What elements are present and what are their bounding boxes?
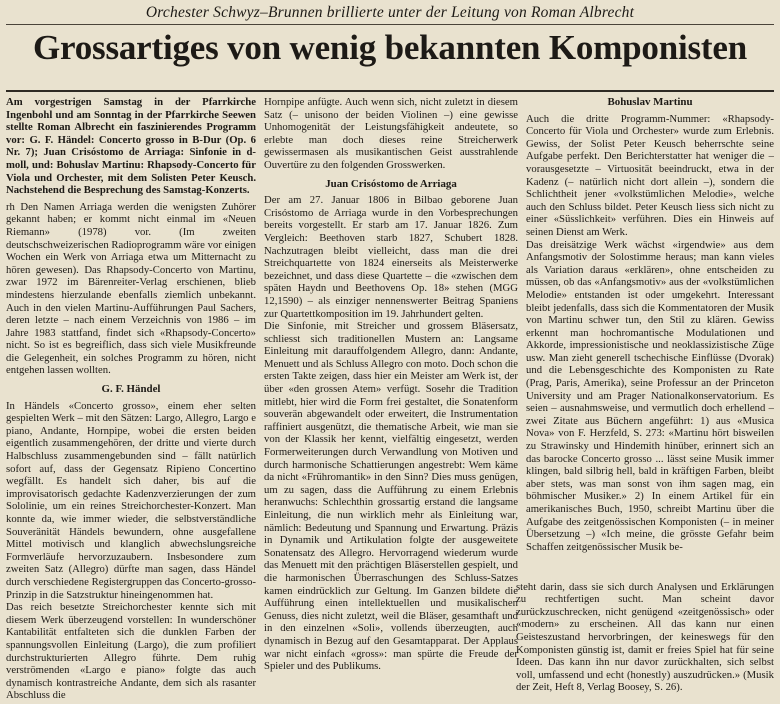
paragraph: rh Den Namen Arriaga werden die wenigsten Zuhörer gekannt haben; er kommt nicht einmal im «Neuen Riemann» (1978) vor. (Im zweiten deutschschweizerischen Radioprogramm wäre vor einigen Wochen ein Werk von Arriaga etwa um Mitternacht zu hören gewesen). Das Rhapsody-Concerto von Martinu, zwar 1972 im Bärenreiter-Verlag erschienen, blieb mindestens hierzulande ebenfalls ziemlich unbekannt. Auch in den vielen Martinu-Aufführungen Paul Sachers, deren letzte – nach einem Verzeichnis von 1986 – im Jahre 1983 stattfand, findet sich «Rhapsody-Concerto» nicht. So ist es begreiflich, dass sich viele Musikfreunde die Gelegenheit, ein solches Programm zu hören, nicht entgehen lassen wollten. <box>6 200 256 377</box>
divider-headline <box>6 90 774 92</box>
column-3 <box>526 96 774 566</box>
paragraph: Hornpipe anfügte. Auch wenn sich, nicht zuletzt in diesem Satz (– unisono der beiden Violinen –) eine gewisse Unhomogenität der Leistungsfähigkeit andeutete, so erlebte man doch dieses reine Streicherwerk gewissermasen als musikantischen Geist ausstrahlende Ouvertüre zu den folgenden Grosswerken. <box>264 96 518 171</box>
column-3-continuation <box>516 570 774 702</box>
paragraph: Auch die dritte Programm-Nummer: «Rhapsody-Concerto für Viola und Orchester» wurde zum Erlebnis. Gewiss, der Solist Peter Keusch beherrschte seine Aufgabe perfekt. Den Berichterstatter hat weniger die – vorausgesetzte – Virtuosität beeindruckt, etwa in der Kadenz (– natürlich nicht dort allein –), sondern die Schlichtheit jener «volkstümlichen Melodie», welche auch den Schluss bildet. Peter Keusch liess sich nicht zu einer «Süsslichkeit» verführen. Dies ein Hinweis auf seinen Dienst am Werk. <box>526 112 774 238</box>
paragraph: Das reich besetzte Streichorchester kennte sich mit diesem Werk überzeugend vorstellen: In wunderschöner Kantabilität entfalteten sich die dunklen Farben der spannungsvollen Einleitung (Largo), die zum profiliert durchstrukturierten Allegro führte. Dem ruhig verströmenden «Largo e piano» folgte das auch dynamisch kontrastreiche Andante, dem sich als rasanter Abschluss die <box>6 601 256 702</box>
column-1 <box>6 96 256 702</box>
article-lead: Am vorgestrigen Samstag in der Pfarrkirche Ingenbohl und am Sonntag in der Pfarrkirche Seewen stellte Roman Albrecht ein faszinierendes Programm vor: G. F. Händel: Concerto grosso in B-Dur (Op. 6 Nr. 7); Juan Crisóstomo de Arriaga: Sinfonie in d-moll, und: Bohuslav Martinu: Rhapsody-Concerto für Viola und Orchester, mit dem Solisten Peter Keusch. Nachstehend die Besprechung des Samstag-Konzerts. <box>6 96 256 197</box>
paragraph: In Händels «Concerto grosso», einem eher selten gespielten Werk – mit den Sätzen: Largo, Allegro, Largo e piano, Andante, Hornpipe, wobei die ersten beiden eigentlich zusammengehören, der dritte und vierte durch Halbschluss zusammengebunden sind – fällt natürlich sofort auf, dass der Gegensatz Ripieno Concertino wegfällt. Es handelt sich daher, bis auf die improvisatorisch gedachte Kadenzverzierungen der zum Sololinie, um ein reines Streichorchester-Konzert. Man konnte da, wie immer wieder, die selbstverständliche Souveränität Händels bewundern, ohne ausgefallene Mittel motivisch und klanglich abwechslungsreiche Formverläufe hervorzuzaubern. Insbesondere zum zweiten Satz (Allegro) dürfte man sagen, dass Händel durch verschiedene Registergruppen das Concerto-grosso-Prinzip in die Satzstruktur hineingenommen hat. <box>6 399 256 601</box>
kicker-line: Orchester Schwyz–Brunnen brillierte unter der Leitung von Roman Albrecht <box>145 4 635 21</box>
column-2 <box>264 96 518 702</box>
paragraph: Der am 27. Januar 1806 in Bilbao geborene Juan Crisóstomo de Arriaga wurde in den Vorbesprechungen bereits vorgestellt. Er starb am 17. Januar 1826. Zum Vergleich: Beethoven starb 1827, Schubert 1828. Nachzutragen bleibt vielleicht, dass man die drei Streichquartette von 1824 einerseits als Meisterwerke bezeichnet, und dass diese Quartette – die «zwischen dem späten Haydn und Beethovens Op. 18» stehen (MGG 12,1590) – als einziger nennenswerter Beitrag Spaniens zur Quartettkomposition im 19. Jahrhundert gelten. <box>264 194 518 320</box>
paragraph: Das dreisätzige Werk wächst «irgendwie» aus dem Anfangsmotiv der Solostimme heraus; man kann vieles als Variation daraus «erklären», ohne entscheiden zu müssen, ob das «Anfangsmotiv» aus der «volkstümlichen Melodie» entstanden ist oder umgekehrt. Interessant bleibt jedenfalls, dass sich die Kommentatoren der Musik von Martinu schwer tun, den Stil zu klären. Gewiss erkennt man hochromantische Modulationen und Akkorde, impressionistische und neoklassizistische Züge usw. Man zieht generell tschechische Einflüsse (Dvorak) und die Lebensgeschichte des Komponisten zu Rate (Prag, Paris, Amerika), seine Professur an der Princeton University und am Prager Nationalkonservatorium. Es seien – ausnahmsweise, und vermutlich doch erhellend – zwei Zitate aus Büchern angeführt: 1) aus «Musica Nova» von F. Herzfeld, S. 273: «Martinu hört bisweilen zu Strawinsky und Hindemith hinüber, erinnert sich an das barocke Concerto grosso ... lässt seine Musik immer klingen, bald silbrig hell, bald in kräftigen Farben, bleibt aber stets, was man sonst von ihm sagen mag, ein böhmischer Musiker.» 2) In einem Artikel für ein amerikanisches Buch, 1950, schreibt Martinu über die Aufgabe des zeitgenössischen Komponisten (– in meiner Übersetzung –) «Ich meine, die grösste Gefahr beim Schaffen zeitgenössischer Musik be- <box>526 238 774 553</box>
subheading-martinu: Bohuslav Martinu <box>607 96 693 108</box>
subheading-arriaga: Juan Crisóstomo de Arriaga <box>325 177 457 190</box>
subheading-haendel: G. F. Händel <box>101 383 161 396</box>
paragraph: Die Sinfonie, mit Streicher und grossem Bläsersatz, schliesst sich traditionellen Mustern an: Langsame Einleitung mit darauffolgendem Allegro, dann: Andante, Menuett und als Schluss Allegro con moto. Doch schon die ersten Takte zeigen, dass hier ein Meister am Werk ist, der über «den grossen Atem» verfügt. Sosehr die Tradition mitlebt, hier wird die Form frei gestaltet, die Sonatenform souverän abgewandelt oder erweitert, die Instrumentation raffiniert ausgenützt, die thematische Arbeit, wie man sie von der Klassik her kennt, vielfältig eingesetzt, werden Formerweiterungen durch Verwandlung von Motiven und durch harmonische Schattierungen angestrebt: Wem käme da nicht «Frühromantik» in den Sinn? Dies muss genügen, um zu sagen, dass die Aufführung zu einem Erlebnis heranwuchs: Schlechthin grossartig erstand die langsame Einleitung, die nun wirklich mehr als Einleitung war, nämlich: Bedeutung und Spannung und Erwartung. Präzis in Dynamik und Artikulation folgte der ausgeweitete Sonatensatz des Allegro. Hervorragend wiederum wurde das Menuett mit den prächtigen Bläserstellen gespielt, und die harmonischen Überraschungen des Schluss-Satzes kamen eindrücklich zur Geltung. Im Ganzen bildete die Aufführung einen intellektuellen und musikalischen Genuss, dies nicht zuletzt, weil die Bläser, gesamthaft und in den einzelnen «Soli», vollends überzeugten, auch dynamisch in Bezug auf den Gesamtapparat. Der Applaus war nicht einfach «gross»: man spürte die Freude der Spieler und des Publikums. <box>264 320 518 673</box>
headline: Grossartiges von wenig bekannten Komponisten <box>33 28 747 67</box>
paragraph: steht darin, dass sie sich durch Analysen und Erklärungen zu rechtfertigen sucht. Man scheint davor zurückzuschrecken, nicht genügend «zeitgenössisch» oder «modern» zu erscheinen. All das kann nur einen Geisteszustand hervorbringen, der keineswegs für den Komponisten günstig ist, damit er freies Spiel hat für seine Ideen. Das kann ihn nur davor zurückhalten, sich selbst voll, umfassend und echt (honestly) auszudrücken.» (Musik der Zeit, Heft 8, Verlag Boosey, S. 26). <box>516 580 774 694</box>
divider-top <box>6 24 774 25</box>
